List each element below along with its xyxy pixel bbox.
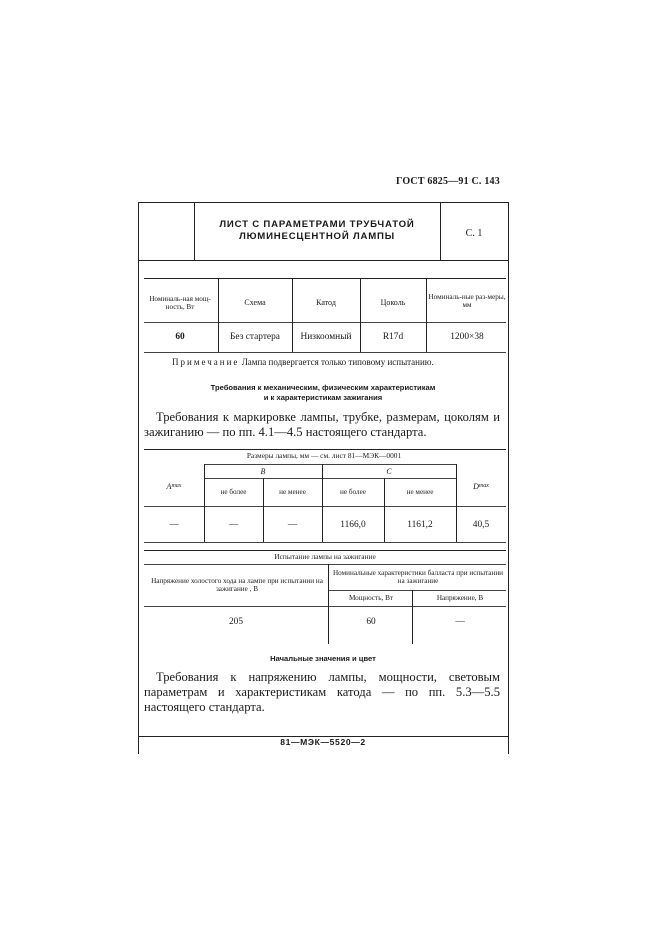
dims-table-caption: Размеры лампы, мм — см. лист 81—МЭК—0001: [246, 450, 402, 460]
dims-subheader-b-min: не менее: [279, 487, 306, 496]
ignition-subheader-voltage: Напряжение, В: [436, 593, 484, 602]
document-header-ref: ГОСТ 6825—91 С. 143: [396, 176, 500, 187]
ignition-table-caption: Испытание лампы на зажигание: [274, 551, 376, 561]
params-value-base: R17d: [382, 332, 404, 342]
sheet-title-line1: ЛИСТ С ПАРАМЕТРАМИ ТРУБЧАТОЙ: [219, 219, 415, 230]
params-value-cathode: Низкоомный: [300, 332, 352, 342]
params-header-scheme: Схема: [244, 297, 266, 307]
sheet-page-label: С. 1: [465, 227, 483, 239]
params-table-top: [144, 278, 506, 279]
section-initial-title: Начальные значения и цвет: [270, 654, 376, 663]
title-bottom-border: [138, 260, 508, 261]
params-header-base: Цоколь: [380, 297, 406, 307]
sheet-title-line2: ЛЮМИНЕСЦЕНТНОЙ ЛАМПЫ: [239, 231, 395, 242]
frame-left-border: [138, 202, 139, 754]
dims-value-b-max: —: [228, 520, 239, 530]
section-requirements-title: [158, 383, 488, 403]
params-value-power: 60: [175, 332, 185, 342]
dims-table-bottom: [144, 542, 506, 543]
params-table-header-bottom: [144, 322, 506, 323]
dims-header-a: [144, 468, 204, 504]
section-requirements-title-line2: и к характеристикам зажигания: [263, 393, 383, 402]
dims-value-c-max: 1166,0: [340, 520, 366, 530]
dims-header-b: B: [260, 466, 266, 476]
ignition-value-power: 60: [366, 617, 376, 627]
ignition-header-voltage: Напряжение холостого хода на лампе при испытании на зажигание , В: [151, 576, 323, 593]
params-header-cathode: Катод: [316, 297, 336, 307]
params-col-divider-4: [426, 278, 427, 352]
dims-header-d: [456, 468, 506, 504]
dims-header-bottom: [144, 506, 506, 507]
section-requirements-paragraph: Требования к маркировке лампы, трубке, размерам, цоколям и зажиганию — по пп. 4.1—4.5 настоящего стандарта.: [144, 410, 500, 439]
dims-value-c-min: 1161,2: [407, 520, 433, 530]
params-header-dimensions: Номиналь-ные раз-меры, мм: [428, 292, 506, 309]
ignition-col-divider-1: [328, 564, 329, 644]
dims-header-d-sub: max: [478, 483, 489, 489]
dims-header-a-sub: max: [171, 483, 182, 489]
params-col-divider-1: [218, 278, 219, 352]
frame-right-border: [508, 202, 509, 754]
section-initial-paragraph: Требования к напряжению лампы, мощности, световым параметрам и характеристикам катода — по пп. 5.3—5.5 настоящего стандарта.: [144, 670, 500, 714]
title-left-divider: [194, 202, 195, 260]
dims-value-a: —: [169, 520, 179, 530]
ignition-caption-bottom: [144, 564, 506, 565]
parameter-sheet: [138, 202, 508, 754]
note-text: Лампа подвергается только типовому испытанию.: [239, 357, 434, 367]
title-right-divider: [440, 202, 441, 260]
note-label: Примечание: [172, 357, 240, 367]
dims-value-b-min: —: [287, 520, 298, 530]
ignition-header-ballast: Номинальные характеристики балласта при испытании на зажигание: [332, 568, 504, 585]
params-col-divider-2: [292, 278, 293, 352]
dims-header-a-letter: A: [166, 481, 172, 491]
sheet-title: [196, 206, 438, 256]
dims-header-d-letter: D: [473, 481, 479, 491]
dims-value-d: 40,5: [472, 520, 490, 530]
ignition-value-ballast-voltage: —: [455, 617, 465, 627]
params-col-divider-3: [360, 278, 361, 352]
dims-subheader-b-max: не более: [220, 487, 247, 496]
ignition-value-voltage: 205: [228, 617, 244, 627]
params-table-bottom: [144, 352, 506, 353]
note: [172, 357, 502, 367]
ignition-subheader-power: Мощность, Вт: [348, 593, 394, 602]
dims-group-bottom: [204, 478, 456, 479]
params-value-scheme: Без стартера: [230, 332, 280, 342]
params-header-power: Номиналь-ная мощ-ность, Вт: [149, 294, 211, 311]
ignition-col-divider-2: [412, 590, 413, 644]
dims-header-c: C: [386, 466, 392, 476]
ignition-header-bottom: [144, 606, 506, 607]
dims-subheader-c-max: не более: [340, 487, 366, 496]
dims-subheader-c-min: не менее: [406, 487, 434, 496]
params-value-dimensions: 1200×38: [450, 332, 484, 342]
sheet-footer-code: 81—МЭК—5520—2: [280, 737, 366, 747]
section-requirements-title-line1: Требования к механическим, физическим характеристикам: [210, 383, 436, 392]
